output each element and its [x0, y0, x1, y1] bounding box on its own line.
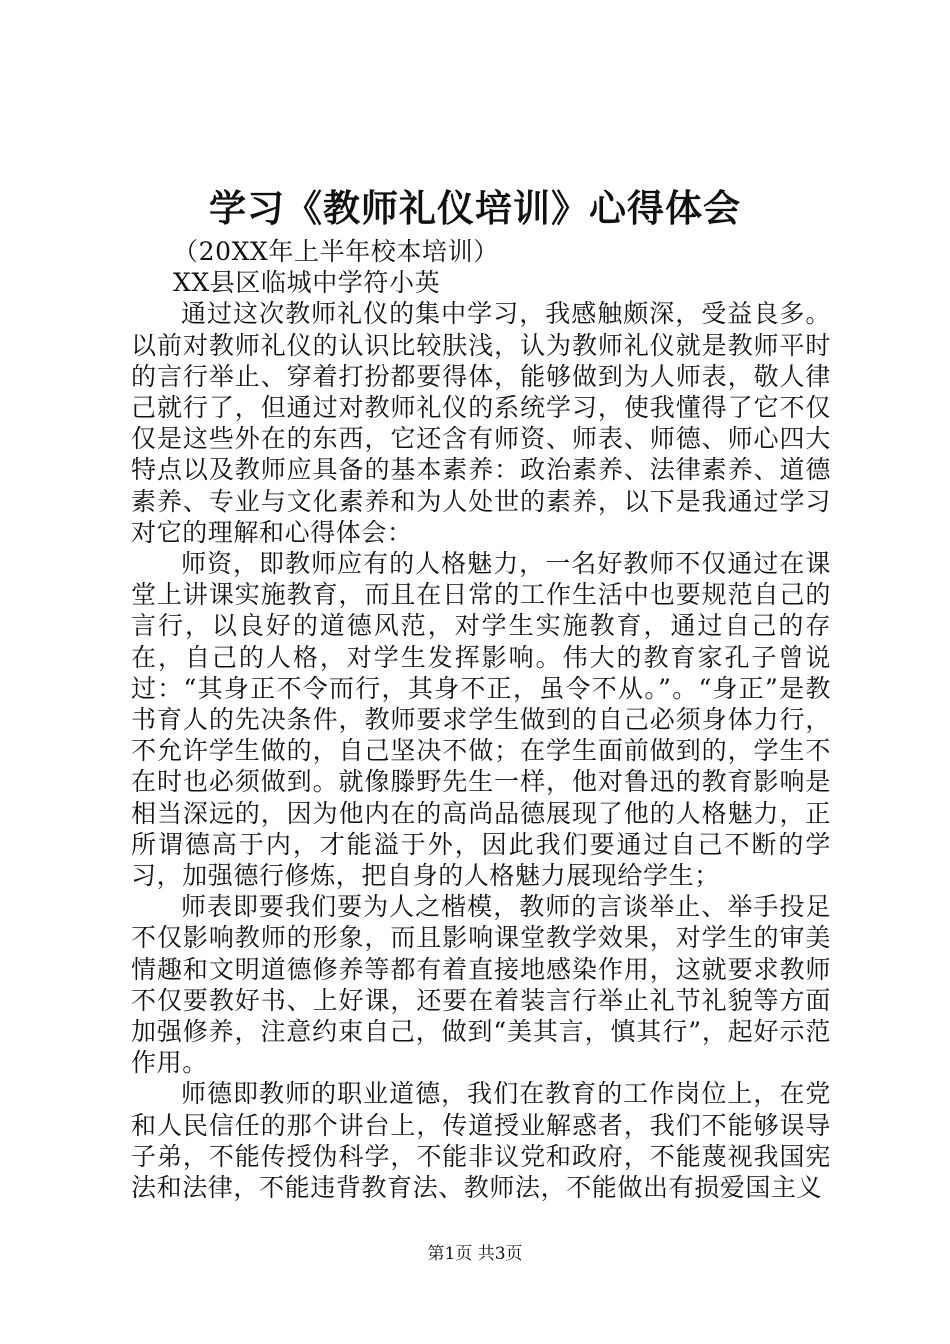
paragraph-3: 师表即要我们要为人之楷模，教师的言谈举止、举手投足不仅影响教师的形象，而且影响课堂教学效果，对学生的审美情趣和文明道德修养等都有着直接地感染作用，这就要求教师不仅要教好书、上好课，还要在着装言行举止礼节礼貌等方面加强修养，注意约束自己，做到“美其言，慎其行”，起好示范作用。	[131, 892, 831, 1078]
subtitle: （20XX年上半年校本培训）	[173, 237, 499, 266]
page-footer: 第1页 共3页	[427, 1244, 523, 1264]
paragraph-4: 师德即教师的职业道德，我们在教育的工作岗位上，在党和人民信任的那个讲台上，传道授业解惑者，我们不能够误导子弟，不能传授伪科学，不能非议党和政府，不能蔑视我国宪法和法律，不能违背教育法、教师法，不能做出有损爱国主义	[131, 1079, 831, 1203]
document-body	[131, 236, 831, 1203]
author-line: XX县区临城中学符小英	[173, 268, 441, 298]
document-title: 学习《教师礼仪培训》心得体会	[209, 186, 741, 230]
paragraph-1: 通过这次教师礼仪的集中学习，我感触颇深，受益良多。以前对教师礼仪的认识比较肤浅，认为教师礼仪就是教师平时的言行举止、穿着打扮都要得体，能够做到为人师表，敬人律己就行了，但通过对教师礼仪的系统学习，使我懂得了它不仅仅是这些外在的东西，它还含有师资、师表、师德、师心四大特点以及教师应具备的基本素养：政治素养、法律素养、道德素养、专业与文化素养和为人处世的素养，以下是我通过学习对它的理解和心得体会：	[131, 299, 831, 547]
paragraph-2: 师资，即教师应有的人格魅力，一名好教师不仅通过在课堂上讲课实施教育，而且在日常的工作生活中也要规范自己的言行，以良好的道德风范，对学生实施教育，通过自己的存在，自己的人格，对学生发挥影响。伟大的教育家孔子曾说过：“其身正不令而行，其身不正，虽令不从。”。“身正”是教书育人的先决条件，教师要求学生做到的自己必须身体力行，不允许学生做的，自己坚决不做；在学生面前做到的，学生不在时也必须做到。就像滕野先生一样，他对鲁迅的教育影响是相当深远的，因为他内在的高尚品德展现了他的人格魅力，正所谓德高于内，才能溢于外，因此我们要通过自己不断的学习，加强德行修炼，把自身的人格魅力展现给学生；	[131, 549, 831, 891]
